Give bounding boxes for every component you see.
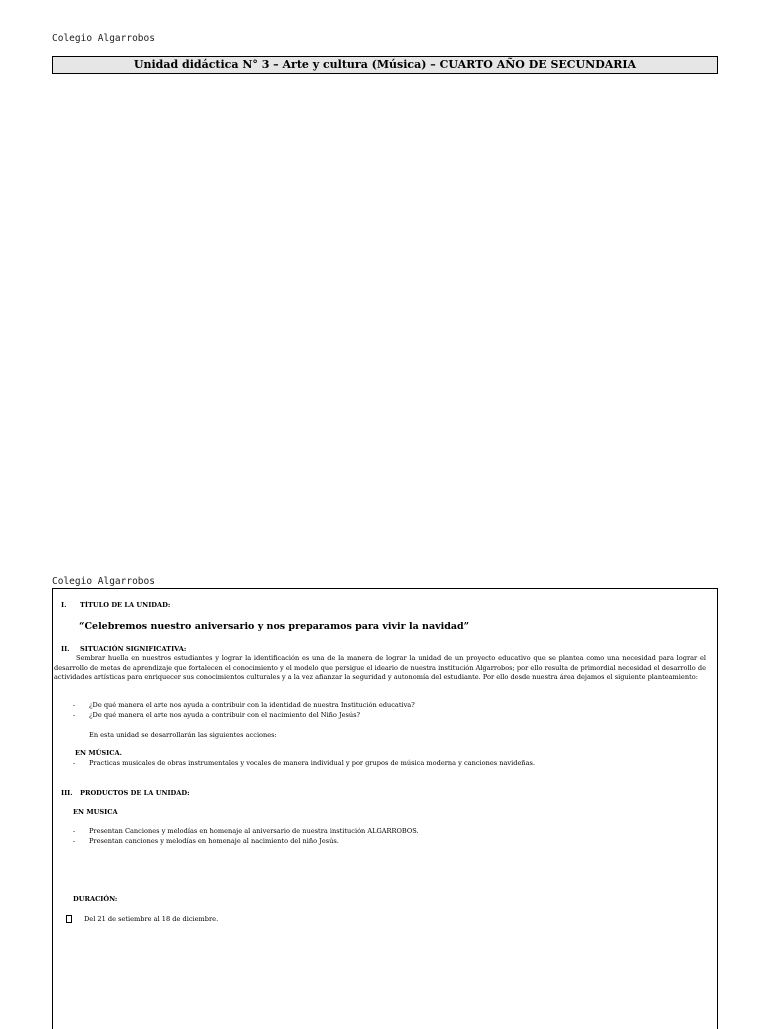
section-heading: PRODUCTOS DE LA UNIDAD: — [80, 789, 190, 797]
page-header: Colegio Algarrobos — [52, 576, 155, 587]
section-number: I. — [61, 601, 67, 609]
section-title-unit — [61, 601, 170, 609]
unit-title: “Celebremos nuestro aniversario y nos preparamos para vivir la navidad” — [79, 621, 470, 632]
bullet: - — [73, 759, 76, 767]
bullet: - — [73, 711, 76, 719]
section-products — [61, 789, 190, 797]
bullet: - — [73, 701, 76, 709]
list-item: - Practicas musicales de obras instrumentales y vocales de manera individual y por grupos de música moderna y canciones navideñas. — [73, 759, 536, 767]
list-item: - Presentan Canciones y melodías en homenaje al aniversario de nuestra institución ALGARROBOS. — [73, 827, 419, 835]
products-subheading: EN MUSICA — [73, 808, 118, 816]
situation-paragraph: Sembrar huella en nuestros estudiantes y lograr la identificación es una de la manera de lograr la unidad de un proyecto educativo que se plantea como una necesidad para lograr el desarrollo de metas de aprendizaje que fortalecen el conocimiento y el modelo que persigue el ideario de nuestra institución Algarrobos; por ello resulta de primordial necesidad el desarrollo de actividades artísticas para enriquecer sus conocimientos culturales y a la vez afianzar la seguridad y autonomía del estudiante. Por ello desde nuestra área dejamos el siguiente planteamiento: — [54, 654, 706, 681]
list-item: - ¿De qué manera el arte nos ayuda a contribuir con la identidad de nuestra Institución educativa? — [73, 701, 415, 709]
list-item: - Presentan canciones y melodías en homenaje al nacimiento del niño Jesús. — [73, 837, 339, 845]
section-number: III. — [61, 789, 73, 797]
unit-content-box — [52, 588, 718, 1029]
section-situation — [61, 645, 186, 653]
music-heading: EN MÚSICA. — [75, 749, 122, 757]
list-item: - ¿De qué manera el arte nos ayuda a contribuir con el nacimiento del Niño Jesús? — [73, 711, 361, 719]
duration-heading: DURACIÓN: — [73, 895, 118, 903]
bullet: - — [73, 837, 76, 845]
section-heading: TÍTULO DE LA UNIDAD: — [80, 601, 171, 609]
actions-intro: En esta unidad se desarrollarán las siguientes acciones: — [89, 731, 277, 739]
checkbox-icon — [66, 915, 72, 923]
bullet: - — [73, 827, 76, 835]
page-header: Colegio Algarrobos — [52, 33, 155, 44]
document-title: Unidad didáctica N° 3 – Arte y cultura (Música) – CUARTO AÑO DE SECUNDARIA — [52, 56, 718, 74]
section-heading: SITUACIÓN SIGNIFICATIVA: — [80, 645, 187, 653]
duration-item: Del 21 de setiembre al 18 de diciembre. — [66, 915, 218, 923]
section-number: II. — [61, 645, 70, 653]
